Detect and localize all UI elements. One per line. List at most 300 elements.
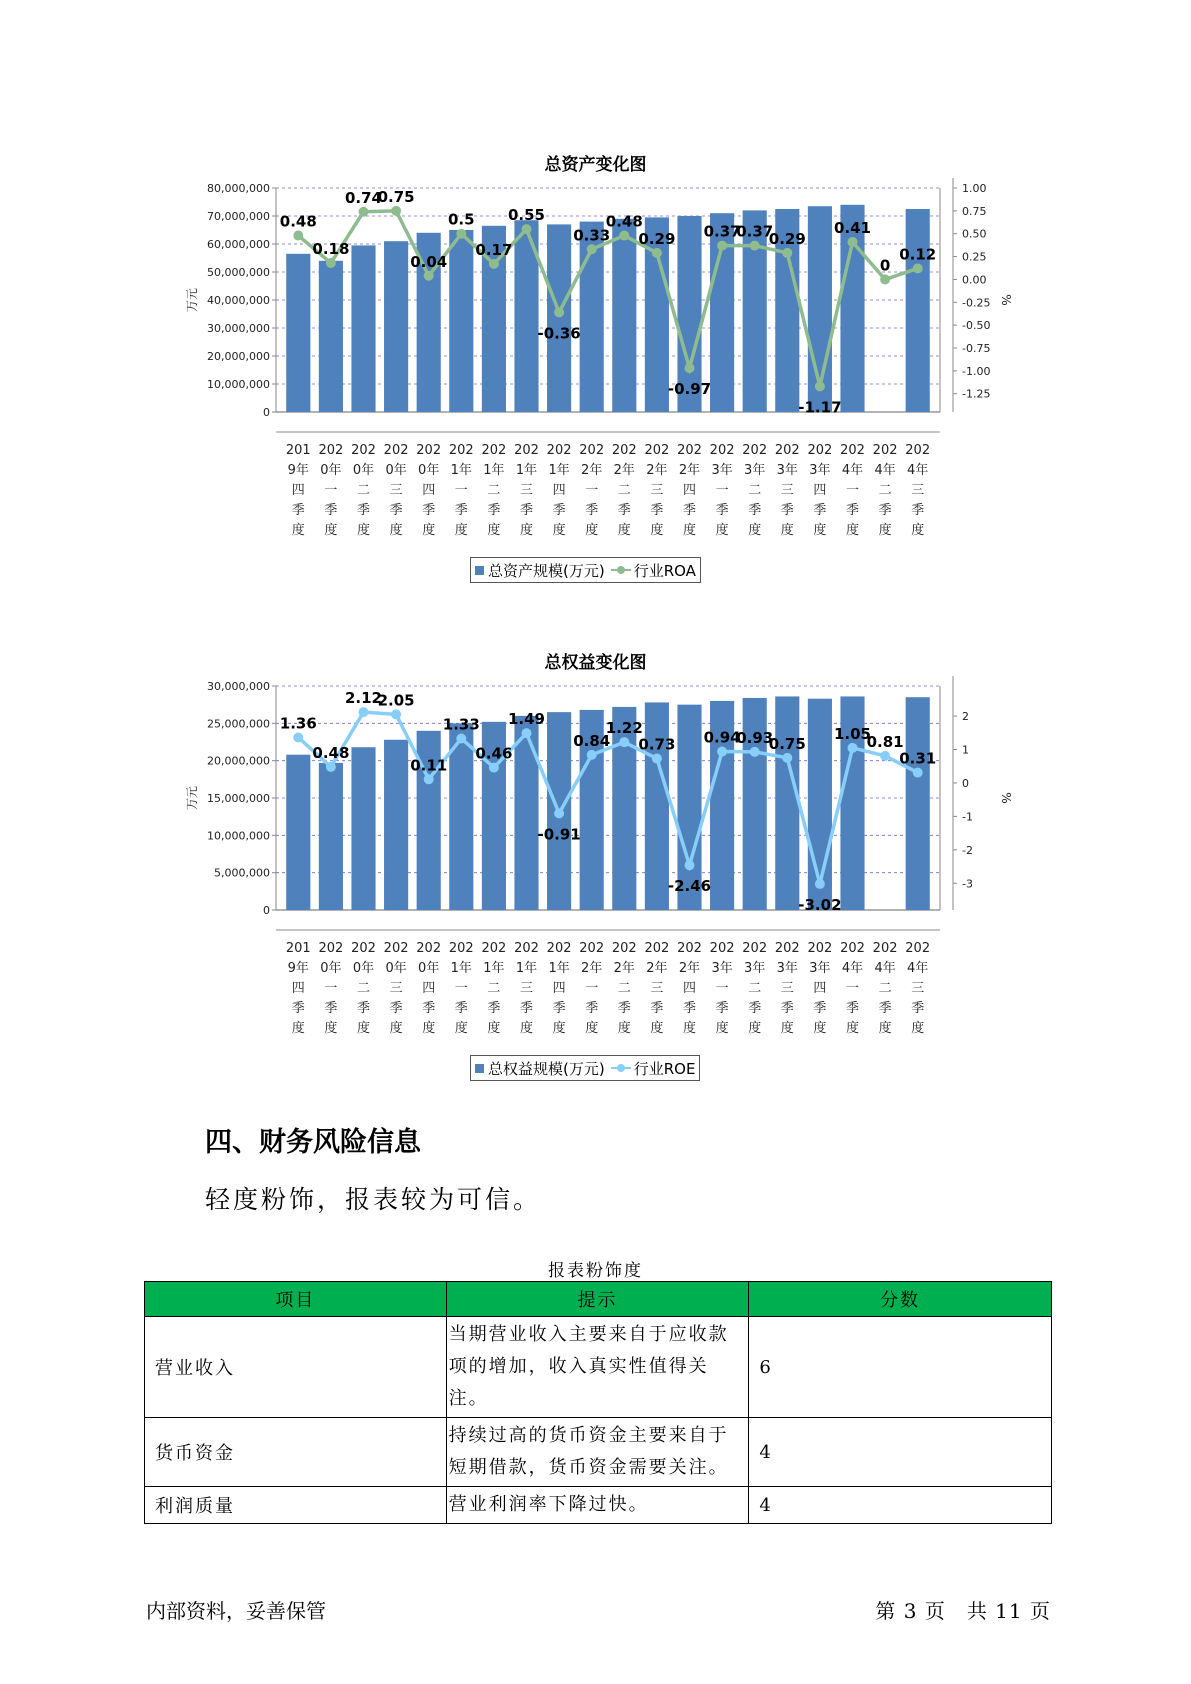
- x-tick-label: 202: [579, 941, 605, 956]
- data-label: 0.33: [573, 226, 611, 245]
- x-tick-label: 度: [324, 1021, 338, 1036]
- x-tick-label: 2年: [646, 463, 668, 478]
- data-label: 1.36: [279, 714, 317, 733]
- data-label: 0.5: [448, 210, 475, 229]
- x-tick-label: 1年: [515, 961, 538, 976]
- x-tick-label: 202: [546, 941, 572, 956]
- x-tick-label: 2年: [646, 961, 668, 976]
- bar: [384, 740, 408, 910]
- data-label: 0.31: [899, 749, 937, 768]
- legend-line-label: 行业ROE: [633, 1059, 696, 1078]
- line-point: [293, 231, 303, 241]
- line-point: [489, 259, 499, 269]
- data-label: 2.05: [377, 691, 415, 710]
- x-tick-label: 季: [552, 1001, 566, 1016]
- line-point: [587, 244, 597, 254]
- x-tick-label: 1年: [483, 961, 505, 976]
- x-tick-label: 3年: [776, 961, 798, 976]
- y-left-axis-title: 万元: [185, 785, 199, 811]
- y-right-tick-label: -0.50: [962, 319, 991, 333]
- data-label: 2.12: [344, 689, 383, 708]
- section-title: 四、财务风险信息: [205, 1127, 421, 1158]
- x-tick-label: 一: [454, 981, 468, 996]
- line-point: [717, 241, 727, 251]
- row-score: 4: [749, 1418, 1052, 1487]
- x-tick-label: 四: [552, 981, 566, 996]
- x-tick-label: 度: [585, 523, 599, 538]
- data-label: 0.29: [768, 229, 806, 248]
- x-tick-label: 季: [845, 1001, 860, 1016]
- x-tick-label: 度: [389, 523, 403, 538]
- y-left-tick-label: 40,000,000: [207, 294, 270, 307]
- x-tick-label: 度: [487, 523, 501, 538]
- x-tick-label: 度: [650, 523, 664, 538]
- x-tick-label: 202: [351, 941, 376, 956]
- x-tick-label: 度: [748, 523, 762, 538]
- x-tick-label: 三: [780, 981, 794, 996]
- y-right-tick-label: 0: [962, 776, 969, 790]
- legend-line-swatch: [611, 564, 631, 576]
- x-tick-label: 季: [715, 1001, 729, 1016]
- chart-legend-total-equity: [470, 1055, 700, 1081]
- data-label: 0.75: [768, 734, 806, 753]
- x-tick-label: 0年: [418, 961, 440, 976]
- x-tick-label: 4年: [841, 463, 864, 478]
- data-label: 0.41: [833, 218, 872, 237]
- y-right-tick-label: 1.00: [962, 182, 987, 195]
- x-tick-label: 202: [644, 443, 670, 458]
- line-point: [359, 707, 369, 717]
- row-hint: 当期营业收入主要来自于应收款项的增加，收入真实性值得关注。: [446, 1317, 749, 1418]
- bar: [906, 209, 930, 412]
- line-point: [880, 751, 890, 761]
- table-caption: 报表粉饰度: [548, 1261, 643, 1281]
- x-tick-label: 四: [682, 981, 697, 996]
- x-tick-label: 度: [291, 523, 305, 538]
- x-tick-label: 度: [715, 523, 729, 538]
- x-tick-label: 202: [774, 443, 800, 458]
- y-right-tick-label: 0.25: [962, 250, 987, 264]
- data-label: -3.02: [798, 895, 842, 914]
- x-tick-label: 202: [416, 443, 442, 458]
- x-tick-label: 二: [748, 981, 762, 996]
- x-tick-label: 一: [585, 483, 599, 498]
- bar: [514, 716, 538, 910]
- data-label: 0.11: [410, 756, 448, 775]
- line-point: [456, 229, 466, 239]
- y-left-tick-label: 30,000,000: [207, 322, 270, 335]
- x-tick-label: 度: [552, 1021, 566, 1036]
- y-left-tick-label: 20,000,000: [207, 350, 270, 363]
- x-tick-label: 季: [487, 503, 501, 518]
- data-label: 0.12: [899, 245, 937, 264]
- line-point: [782, 248, 792, 258]
- line-point: [815, 381, 825, 391]
- row-item: 营业收入: [145, 1317, 447, 1418]
- x-tick-label: 度: [552, 523, 566, 538]
- x-tick-label: 0年: [352, 463, 375, 478]
- legend-bar-label: 总权益规模(万元): [488, 1059, 605, 1078]
- x-tick-label: 季: [617, 503, 631, 518]
- x-tick-label: 二: [748, 483, 762, 498]
- table-row: [145, 1418, 1052, 1487]
- bar: [775, 696, 799, 910]
- legend-line-label: 行业ROA: [633, 561, 696, 580]
- x-tick-label: 度: [454, 523, 468, 538]
- x-tick-label: 2年: [581, 463, 603, 478]
- line-point: [326, 762, 336, 772]
- line-point: [424, 271, 434, 281]
- data-label: 0.48: [605, 212, 643, 231]
- y-right-tick-label: 0.75: [962, 204, 987, 218]
- x-tick-label: 2年: [613, 463, 635, 478]
- x-tick-label: 202: [872, 443, 898, 458]
- line-point: [750, 747, 760, 757]
- x-tick-label: 202: [448, 941, 474, 956]
- data-label: -0.36: [537, 324, 581, 343]
- x-tick-label: 一: [845, 483, 860, 498]
- x-tick-label: 季: [487, 1001, 501, 1016]
- x-tick-label: 季: [715, 503, 729, 518]
- y-right-tick-label: -1: [962, 810, 973, 824]
- total-assets-chart: [0, 170, 1191, 550]
- x-tick-label: 四: [682, 483, 697, 498]
- x-tick-label: 9年: [287, 961, 309, 976]
- x-tick-label: 202: [318, 443, 344, 458]
- x-tick-label: 4年: [907, 961, 929, 976]
- x-tick-label: 度: [780, 523, 794, 538]
- x-tick-label: 1年: [450, 961, 472, 976]
- x-tick-label: 三: [780, 483, 794, 498]
- x-tick-label: 202: [742, 443, 768, 458]
- x-tick-label: 度: [813, 523, 827, 538]
- x-tick-label: 二: [356, 483, 371, 498]
- x-tick-label: 季: [617, 1001, 631, 1016]
- line-point: [587, 750, 597, 760]
- x-tick-label: 一: [715, 981, 729, 996]
- x-tick-label: 季: [389, 1001, 403, 1016]
- x-tick-label: 一: [845, 981, 860, 996]
- bar: [449, 230, 473, 412]
- y-left-tick-label: 50,000,000: [207, 266, 270, 279]
- data-label: 0.37: [736, 222, 774, 241]
- y-right-tick-label: 1: [962, 743, 969, 757]
- risk-table: [144, 1281, 1052, 1524]
- x-tick-label: 202: [579, 443, 605, 458]
- x-tick-label: 202: [709, 443, 735, 458]
- x-tick-label: 202: [709, 941, 735, 956]
- bar: [906, 697, 930, 910]
- table-row: [145, 1487, 1052, 1524]
- line-point: [717, 747, 727, 757]
- x-tick-label: 202: [872, 941, 898, 956]
- legend-bar-label: 总资产规模(万元): [488, 561, 605, 580]
- x-tick-label: 度: [682, 1021, 697, 1036]
- y-right-tick-label: 0.50: [962, 227, 987, 241]
- line-point: [522, 224, 532, 234]
- y-right-tick-label: -3: [962, 877, 973, 891]
- data-label: 1.49: [507, 710, 546, 729]
- x-tick-label: 202: [351, 443, 376, 458]
- bar: [351, 747, 375, 910]
- y-left-tick-label: 0: [263, 904, 270, 917]
- header-hint: 提示: [446, 1282, 749, 1317]
- data-label: 0.29: [638, 229, 676, 248]
- x-tick-label: 季: [813, 1001, 827, 1016]
- x-tick-label: 一: [324, 483, 338, 498]
- x-tick-label: 四: [291, 981, 305, 996]
- x-tick-label: 202: [318, 941, 344, 956]
- x-tick-label: 季: [356, 1001, 371, 1016]
- bar: [612, 219, 636, 412]
- line-point: [326, 258, 336, 268]
- data-label: 0.18: [312, 239, 350, 258]
- x-tick-label: 202: [774, 941, 800, 956]
- x-tick-label: 度: [324, 523, 338, 538]
- x-tick-label: 4年: [907, 463, 929, 478]
- y-right-axis-title: %: [999, 294, 1013, 306]
- y-left-tick-label: 20,000,000: [207, 754, 270, 768]
- bar: [645, 702, 669, 910]
- x-tick-label: 202: [383, 443, 409, 458]
- data-label: -0.91: [537, 825, 581, 844]
- y-right-tick-label: -0.75: [962, 342, 991, 355]
- x-tick-label: 二: [878, 483, 892, 498]
- x-tick-label: 四: [422, 981, 436, 996]
- data-label: 0.75: [377, 187, 415, 206]
- chart-legend-total-assets: [470, 557, 701, 583]
- data-label: -1.17: [798, 398, 842, 417]
- data-label: 1.22: [605, 719, 643, 738]
- x-tick-label: 三: [389, 981, 403, 996]
- x-tick-label: 202: [905, 443, 931, 458]
- x-tick-label: 202: [514, 941, 539, 956]
- x-tick-label: 季: [585, 1001, 599, 1016]
- bar: [547, 224, 571, 412]
- data-label: -0.97: [667, 380, 712, 399]
- x-tick-label: 度: [291, 1021, 305, 1036]
- y-left-tick-label: 60,000,000: [207, 238, 270, 251]
- line-point: [293, 732, 303, 742]
- data-label: 0.37: [703, 222, 741, 241]
- y-right-tick-label: -1.25: [962, 387, 991, 401]
- x-tick-label: 度: [422, 1021, 436, 1036]
- row-score: 4: [749, 1487, 1052, 1524]
- line-point: [391, 709, 401, 719]
- x-tick-label: 度: [748, 1021, 762, 1036]
- header-item: 项目: [145, 1282, 447, 1317]
- x-tick-label: 3年: [744, 463, 766, 478]
- y-left-tick-label: 15,000,000: [207, 792, 270, 805]
- x-tick-label: 202: [742, 941, 768, 956]
- x-tick-label: 202: [514, 443, 539, 458]
- y-left-tick-label: 0: [263, 406, 270, 419]
- x-tick-label: 度: [845, 523, 860, 538]
- chart-title-total-equity: 总权益变化图: [544, 653, 647, 673]
- x-tick-label: 季: [878, 503, 892, 518]
- x-tick-label: 0年: [385, 463, 407, 478]
- line-point: [522, 728, 532, 738]
- x-tick-label: 季: [878, 1001, 892, 1016]
- x-tick-label: 202: [905, 941, 931, 956]
- footer-confidential: 内部资料，妥善保管: [146, 1599, 326, 1623]
- line-point: [782, 753, 792, 763]
- x-tick-label: 202: [383, 941, 409, 956]
- x-tick-label: 二: [617, 981, 631, 996]
- x-tick-label: 季: [682, 503, 697, 518]
- x-tick-label: 季: [911, 503, 925, 518]
- section-summary: 轻度粉饰，报表较为可信。: [205, 1185, 542, 1214]
- y-right-tick-label: 0.00: [962, 273, 987, 287]
- x-tick-label: 202: [611, 941, 637, 956]
- x-tick-label: 季: [748, 503, 762, 518]
- x-tick-label: 四: [813, 483, 827, 498]
- row-hint: 营业利润率下降过快。: [446, 1487, 749, 1524]
- table-row: [145, 1317, 1052, 1418]
- data-label: 0.81: [866, 732, 904, 751]
- x-tick-label: 季: [454, 1001, 468, 1016]
- line-point: [652, 248, 662, 258]
- x-tick-label: 二: [487, 483, 501, 498]
- x-tick-label: 季: [682, 1001, 697, 1016]
- x-tick-label: 季: [291, 503, 305, 518]
- y-right-tick-label: -1.00: [962, 364, 991, 378]
- x-tick-label: 202: [840, 443, 865, 458]
- x-tick-label: 度: [813, 1021, 827, 1036]
- x-tick-label: 202: [416, 941, 442, 956]
- row-hint: 持续过高的货币资金主要来自于短期借款，货币资金需要关注。: [446, 1418, 749, 1487]
- x-tick-label: 202: [546, 443, 572, 458]
- x-tick-label: 季: [389, 503, 403, 518]
- x-tick-label: 度: [356, 523, 371, 538]
- x-tick-label: 201: [285, 941, 311, 956]
- data-label: 0.93: [736, 728, 774, 747]
- x-tick-label: 1年: [515, 463, 538, 478]
- bar: [319, 763, 343, 910]
- x-tick-label: 202: [481, 941, 507, 956]
- x-tick-label: 季: [780, 503, 794, 518]
- x-tick-label: 季: [552, 503, 566, 518]
- x-tick-label: 一: [585, 981, 599, 996]
- line-point: [619, 737, 629, 747]
- x-tick-label: 1年: [548, 961, 570, 976]
- bar: [384, 241, 408, 412]
- data-label: 0.94: [703, 728, 741, 747]
- line-point: [554, 307, 564, 317]
- row-item: 货币资金: [145, 1418, 447, 1487]
- x-tick-label: 0年: [385, 961, 407, 976]
- legend-bar-swatch: [475, 1064, 484, 1073]
- line-point: [880, 274, 890, 284]
- x-tick-label: 度: [454, 1021, 468, 1036]
- x-tick-label: 202: [807, 941, 833, 956]
- x-tick-label: 季: [454, 503, 468, 518]
- chart-title-total-assets: 总资产变化图: [544, 155, 647, 175]
- data-label: 0.74: [344, 188, 383, 207]
- data-label: 0.46: [475, 744, 513, 763]
- bar: [319, 261, 343, 412]
- line-point: [913, 263, 923, 273]
- y-right-axis-title: %: [999, 792, 1013, 804]
- line-point: [489, 763, 499, 773]
- y-left-tick-label: 30,000,000: [207, 680, 270, 693]
- x-tick-label: 202: [807, 443, 833, 458]
- y-right-tick-label: -0.25: [962, 296, 991, 310]
- x-tick-label: 3年: [711, 961, 733, 976]
- x-tick-label: 三: [519, 483, 534, 498]
- x-tick-label: 0年: [352, 961, 375, 976]
- x-tick-label: 季: [748, 1001, 762, 1016]
- x-tick-label: 度: [422, 523, 436, 538]
- x-tick-label: 3年: [809, 463, 831, 478]
- x-tick-label: 2年: [678, 961, 701, 976]
- x-tick-label: 度: [487, 1021, 501, 1036]
- x-tick-label: 一: [324, 981, 338, 996]
- line-point: [685, 363, 695, 373]
- x-tick-label: 0年: [418, 463, 440, 478]
- x-tick-label: 度: [650, 1021, 664, 1036]
- header-score: 分数: [749, 1282, 1052, 1317]
- x-tick-label: 0年: [320, 961, 342, 976]
- legend-bar-swatch: [475, 566, 484, 575]
- line-point: [619, 231, 629, 241]
- line-point: [359, 207, 369, 217]
- x-tick-label: 度: [519, 523, 534, 538]
- y-right-tick-label: -2: [962, 843, 973, 857]
- y-left-tick-label: 5,000,000: [214, 866, 270, 880]
- data-label: 0.55: [507, 206, 546, 225]
- x-tick-label: 三: [650, 981, 664, 996]
- x-tick-label: 度: [617, 523, 631, 538]
- data-label: -2.46: [667, 877, 712, 896]
- x-tick-label: 1年: [548, 463, 570, 478]
- x-tick-label: 季: [422, 1001, 436, 1016]
- line-point: [456, 733, 466, 743]
- x-tick-label: 季: [356, 503, 371, 518]
- data-label: 0: [879, 256, 891, 275]
- line-point: [848, 237, 858, 247]
- x-tick-label: 202: [677, 941, 702, 956]
- bar: [351, 245, 375, 412]
- x-tick-label: 4年: [874, 463, 896, 478]
- x-tick-label: 度: [715, 1021, 729, 1036]
- total-equity-chart: [0, 668, 1191, 1048]
- row-score: 6: [749, 1317, 1052, 1418]
- x-tick-label: 三: [389, 483, 403, 498]
- x-tick-label: 0年: [320, 463, 342, 478]
- table-header-row: [145, 1282, 1052, 1317]
- x-tick-label: 季: [324, 503, 338, 518]
- line-point: [424, 774, 434, 784]
- x-tick-label: 3年: [711, 463, 733, 478]
- x-tick-label: 四: [813, 981, 827, 996]
- data-label: 0.84: [573, 731, 611, 750]
- x-tick-label: 季: [813, 503, 827, 518]
- x-tick-label: 二: [878, 981, 892, 996]
- x-tick-label: 季: [291, 1001, 305, 1016]
- x-tick-label: 季: [650, 503, 664, 518]
- y-left-tick-label: 25,000,000: [207, 717, 270, 731]
- x-tick-label: 202: [481, 443, 507, 458]
- x-tick-label: 二: [356, 981, 371, 996]
- x-tick-label: 三: [911, 981, 925, 996]
- data-label: 0.17: [475, 240, 513, 259]
- x-tick-label: 度: [911, 1021, 925, 1036]
- y-left-tick-label: 10,000,000: [207, 378, 270, 391]
- x-tick-label: 度: [389, 1021, 403, 1036]
- row-item: 利润质量: [145, 1487, 447, 1524]
- x-tick-label: 度: [780, 1021, 794, 1036]
